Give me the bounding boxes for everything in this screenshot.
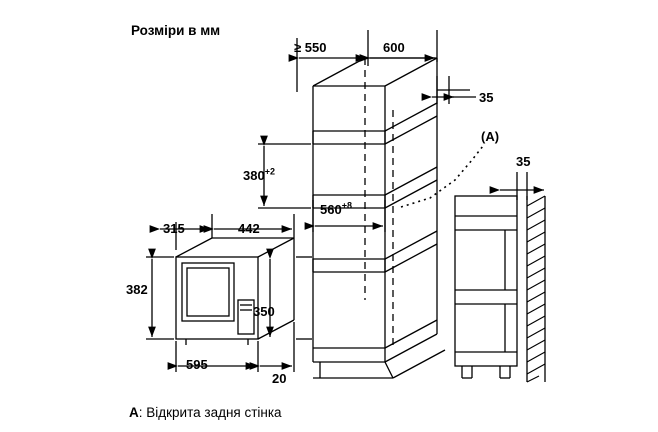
dim-niche-height [243,166,275,183]
dim-appliance-depth: 442 [238,221,260,236]
dim-niche-inner-width [320,200,352,217]
footnote-key: A [129,405,139,420]
dim-niche-inner-width-value: 560 [320,202,342,217]
dim-side-gap: 35 [516,154,531,169]
dim-appliance-front-depth: 315 [163,221,185,236]
dim-niche-height-value: 380 [243,168,265,183]
dim-niche-width: 600 [383,40,405,55]
dim-top-gap: 35 [479,90,494,105]
footnote [129,406,282,420]
footnote-text: : Відкрита задня стінка [138,405,282,420]
dim-appliance-width: 595 [186,357,208,372]
dim-niche-height-tolerance: +2 [264,166,275,177]
dim-niche-inner-width-tolerance: +8 [341,200,352,211]
diagram-title: Розміри в мм [131,23,221,38]
dim-appliance-height: 382 [126,282,148,297]
annotation-a-marker: (A) [481,129,500,144]
dim-appliance-flange: 20 [272,371,287,386]
dim-appliance-body-height: 350 [253,304,275,319]
dim-niche-depth-min: ≥ 550 [294,40,327,55]
